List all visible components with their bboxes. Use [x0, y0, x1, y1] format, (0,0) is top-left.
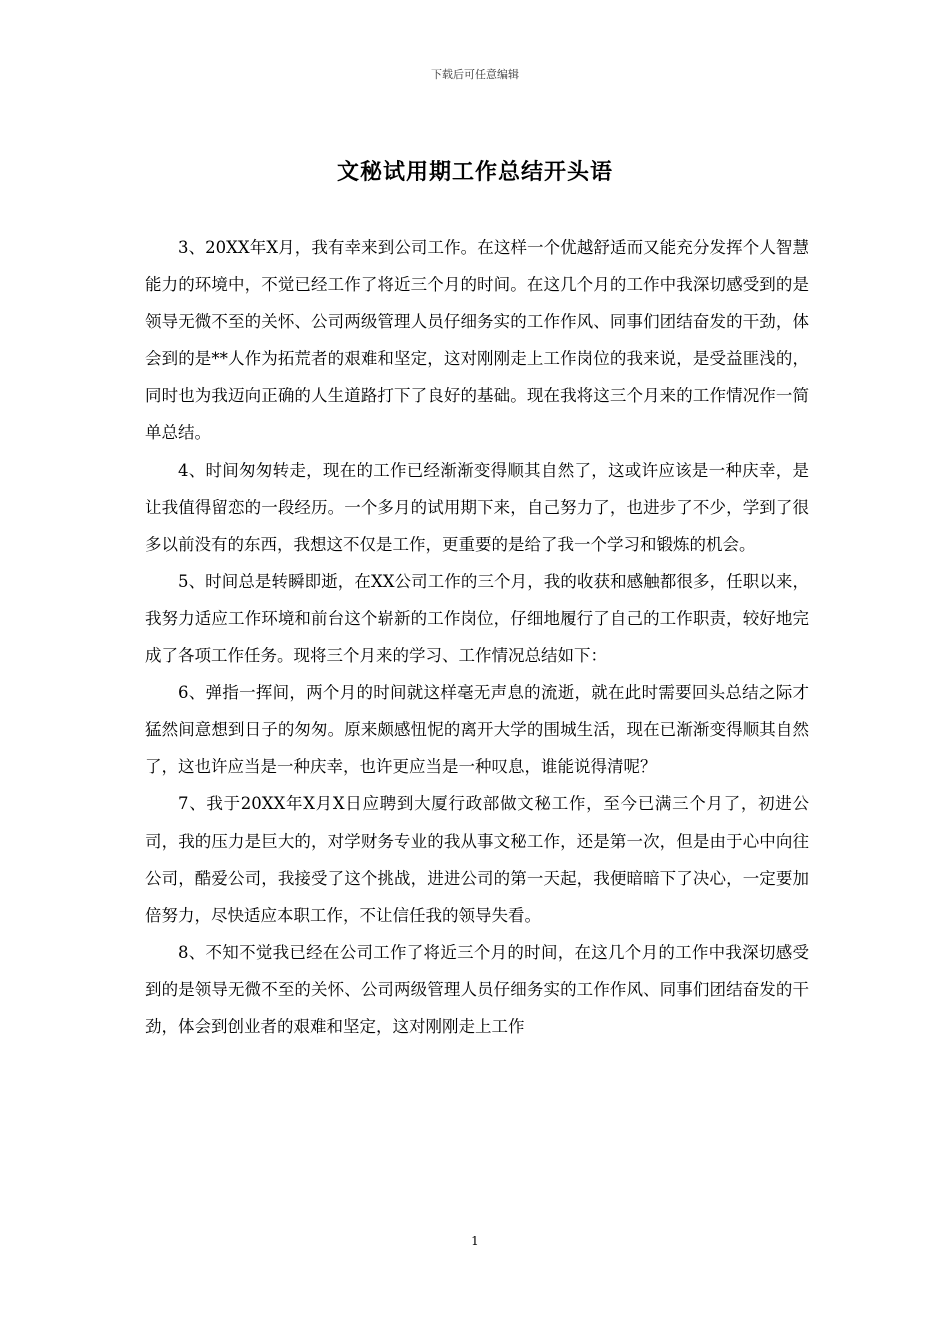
paragraph-6: 6、弹指一挥间，两个月的时间就这样毫无声息的流逝，就在此时需要回头总结之际才猛然间意想到日子的匆匆。原来颇感忸怩的离开大学的围城生活，现在已渐渐变得顺其自然了，这也许应当是一种庆幸，也许更应当是一种叹息，谁能说得清呢？ [145, 683, 809, 777]
paragraph-8: 8、不知不觉我已经在公司工作了将近三个月的时间，在这几个月的工作中我深切感受到的是领导无微不至的关怀、公司两级管理人员仔细务实的工作作风、同事们团结奋发的干劲，体会到创业者的艰难和坚定，这对刚刚走上工作 [145, 942, 809, 1036]
paragraph-3: 3、20XX年X月，我有幸来到公司工作。在这样一个优越舒适而又能充分发挥个人智慧能力的环境中，不觉已经工作了将近三个月的时间。在这几个月的工作中我深切感受到的是领导无微不至的关怀、公司两级管理人员仔细务实的工作作风、同事们团结奋发的干劲，体会到的是**人作为拓荒者的艰难和坚定，这对刚刚走上工作岗位的我来说，是受益匪浅的，同时也为我迈向正确的人生道路打下了良好的基础。现在我将这三个月来的工作情况作一简单总结。 [145, 238, 809, 443]
document-body [145, 229, 809, 1045]
header-note: 下载后可任意编辑 [431, 68, 519, 81]
page-number: 1 [471, 1234, 479, 1248]
paragraph-4: 4、时间匆匆转走，现在的工作已经渐渐变得顺其自然了，这或许应该是一种庆幸，是让我值得留恋的一段经历。一个多月的试用期下来，自己努力了，也进步了不少，学到了很多以前没有的东西，我想这不仅是工作，更重要的是给了我一个学习和锻炼的机会。 [145, 460, 809, 554]
document-title: 文秘试用期工作总结开头语 [336, 159, 613, 185]
paragraph-7: 7、我于20XX年X月X日应聘到大厦行政部做文秘工作，至今已满三个月了，初进公司，我的压力是巨大的，对学财务专业的我从事文秘工作，还是第一次，但是由于心中向往公司，酷爱公司，我接受了这个挑战，进进公司的第一天起，我便暗暗下了决心，一定要加倍努力，尽快适应本职工作，不让信任我的领导失看。 [145, 794, 809, 925]
paragraph-5: 5、时间总是转瞬即逝，在XX公司工作的三个月，我的收获和感触都很多，任职以来，我努力适应工作环境和前台这个崭新的工作岗位，仔细地履行了自己的工作职责，较好地完成了各项工作任务。现将三个月来的学习、工作情况总结如下： [145, 571, 809, 666]
